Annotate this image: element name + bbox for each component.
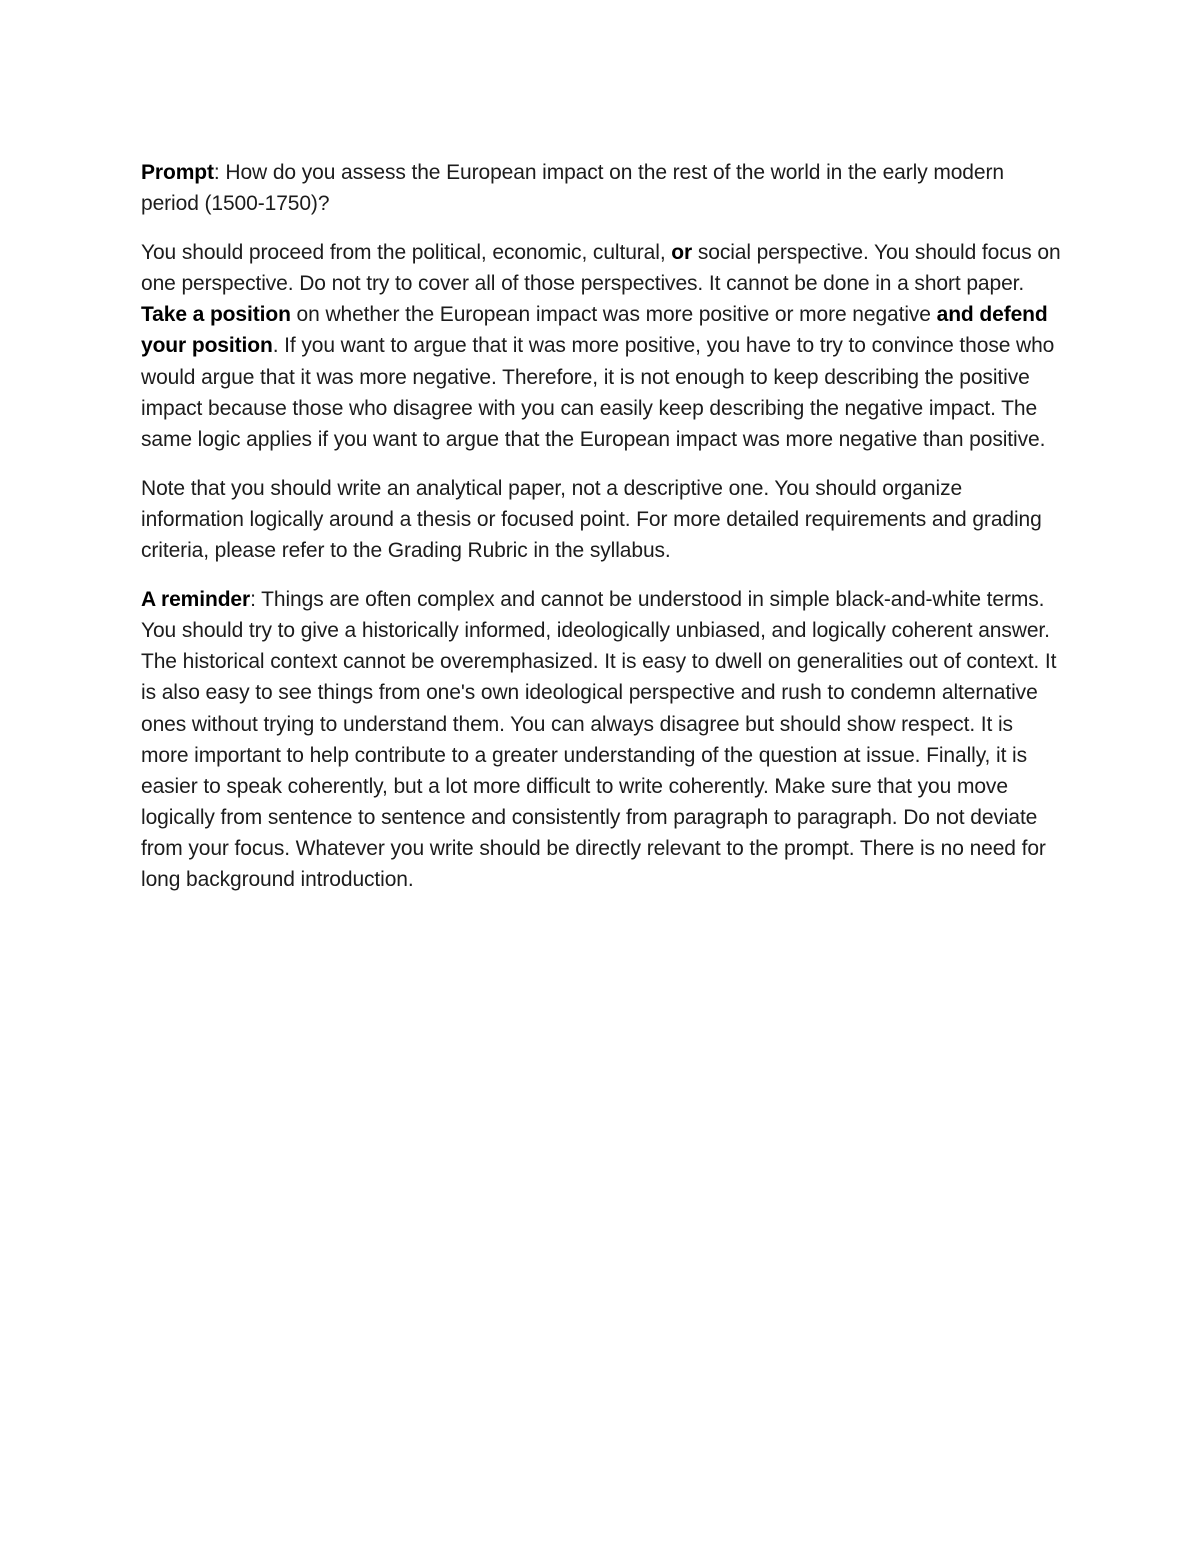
prompt-paragraph [141,157,1061,219]
reminder-text: : Things are often complex and cannot be understood in simple black-and-white terms. You should try to give a historically informed, ideologically unbiased, and logically coherent answer. The historical context cannot be overemphasized. It is easy to dwell on generalities out of context. It is also easy to see things from one's own ideological perspective and rush to condemn alternative ones without trying to understand them. You can always disagree but should show respect. It is more important to help contribute to a greater understanding of the question at issue. Finally, it is easier to speak coherently, but a lot more difficult to write coherently. Make sure that you move logically from sentence to sentence and consistently from paragraph to paragraph. Do not deviate from your focus. Whatever you write should be directly relevant to the prompt. There is no need for long background introduction. [141,588,1057,891]
reminder-paragraph [141,584,1061,895]
perspective-text-2: social perspective. You should focus on one perspective. Do not try to cover all of those perspectives. It cannot be done in a short paper. [141,241,1061,296]
perspective-paragraph [141,237,1061,455]
perspective-bold-or: or [671,241,693,265]
prompt-label: Prompt [141,161,214,184]
perspective-text-3: on whether the European impact was more positive or more negative [290,303,937,327]
perspective-text-1: You should proceed from the political, economic, cultural, [141,241,672,265]
prompt-text: : How do you assess the European impact on the rest of the world in the early modern period (1500-1750)? [141,161,1004,216]
perspective-text-4: . If you want to argue that it was more positive, you have to try to convince those who would argue that it was more negative. Therefore, it is not enough to keep describing the positive impact because those who disagree with you can easily keep describing the negative impact. The same logic applies if you want to argue that the European impact was more negative than positive. [141,334,1055,451]
reminder-label: A reminder [141,588,251,612]
note-paragraph: Note that you should write an analytical paper, not a descriptive one. You should organize information logically around a thesis or focused point. For more detailed requirements and grading criteria, please refer to the Grading Rubric in the syllabus. [141,476,1042,563]
perspective-bold-defend-position: and defend your position [141,303,1048,358]
perspective-bold-take-position: Take a position [141,303,291,327]
document-body [141,157,1061,913]
